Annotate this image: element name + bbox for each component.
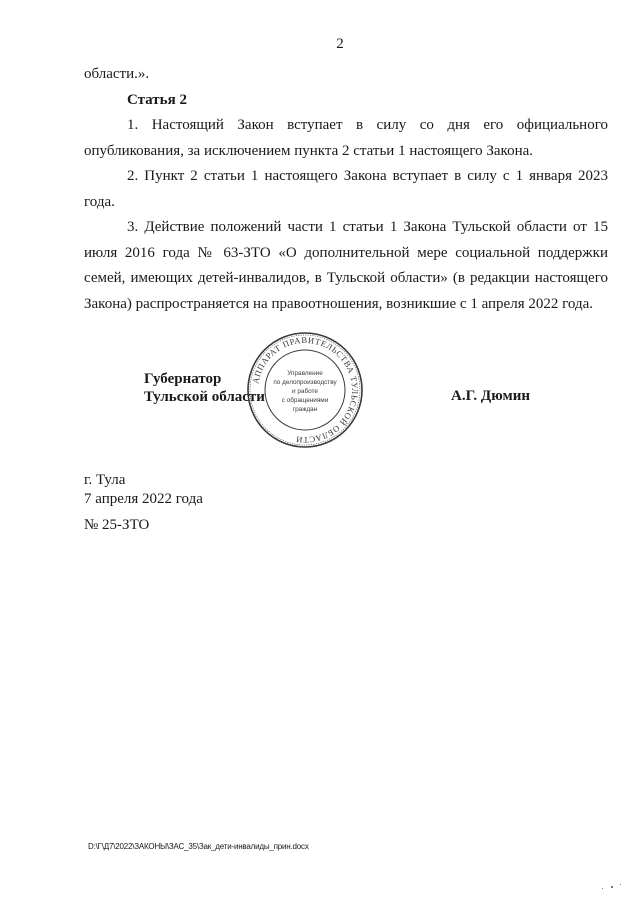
- seal-inner-line-2: по делопроизводству: [273, 379, 337, 386]
- seal-outer-text: АППАРАТ ПРАВИТЕЛЬСТВА ТУЛЬСКОЙ ОБЛАСТИ: [250, 334, 361, 446]
- seal-inner-line-3: и работе: [292, 388, 318, 395]
- signatory-position-line2: Тульской области: [144, 389, 265, 405]
- signatory-name: А.Г. Дюмин: [451, 388, 531, 404]
- scan-speck: [611, 886, 613, 888]
- file-path: D:\Г\Д7\2022\ЗАКОНЫ\ЗАС_35\Зак_дети-инвалиды_прин.docx: [88, 842, 309, 851]
- page-number: 2: [336, 36, 344, 52]
- date: 7 апреля 2022 года: [84, 491, 203, 507]
- seal-inner-line-4: с обращениями: [281, 397, 329, 404]
- document-body: [84, 62, 608, 317]
- scan-speck: [620, 884, 621, 885]
- signatory-position: [144, 370, 265, 406]
- law-number: № 25-ЗТО: [84, 517, 150, 533]
- seal-inner-line-5: граждан: [292, 406, 318, 413]
- place: г. Тула: [84, 472, 126, 488]
- place-and-date: [84, 471, 203, 509]
- article-paragraph-3: 3. Действие положений части 1 статьи 1 Закона Тульской области от 15 июля 2016 года № 63-ЗТО «О дополнительной мере социальной поддержки семей, имеющих детей-инвалидов, в Тульской области» (в редакции настоящего Закона) распространяется на правоотношения, возникшие с 1 апреля 2022 года.: [84, 219, 608, 312]
- seal-inner-line-1: Управление: [287, 370, 323, 377]
- signatory-position-line1: Губернатор: [144, 371, 222, 387]
- scan-speck: [602, 888, 603, 889]
- article-paragraph-2: 2. Пункт 2 статьи 1 настоящего Закона вступает в силу с 1 января 2023 года.: [84, 168, 608, 210]
- continuation-text: области.».: [84, 66, 150, 82]
- article-paragraph-1: 1. Настоящий Закон вступает в силу со дня его официального опубликования, за исключением пункта 2 статьи 1 настоящего Закона.: [84, 117, 608, 159]
- article-title: Статья 2: [127, 91, 187, 108]
